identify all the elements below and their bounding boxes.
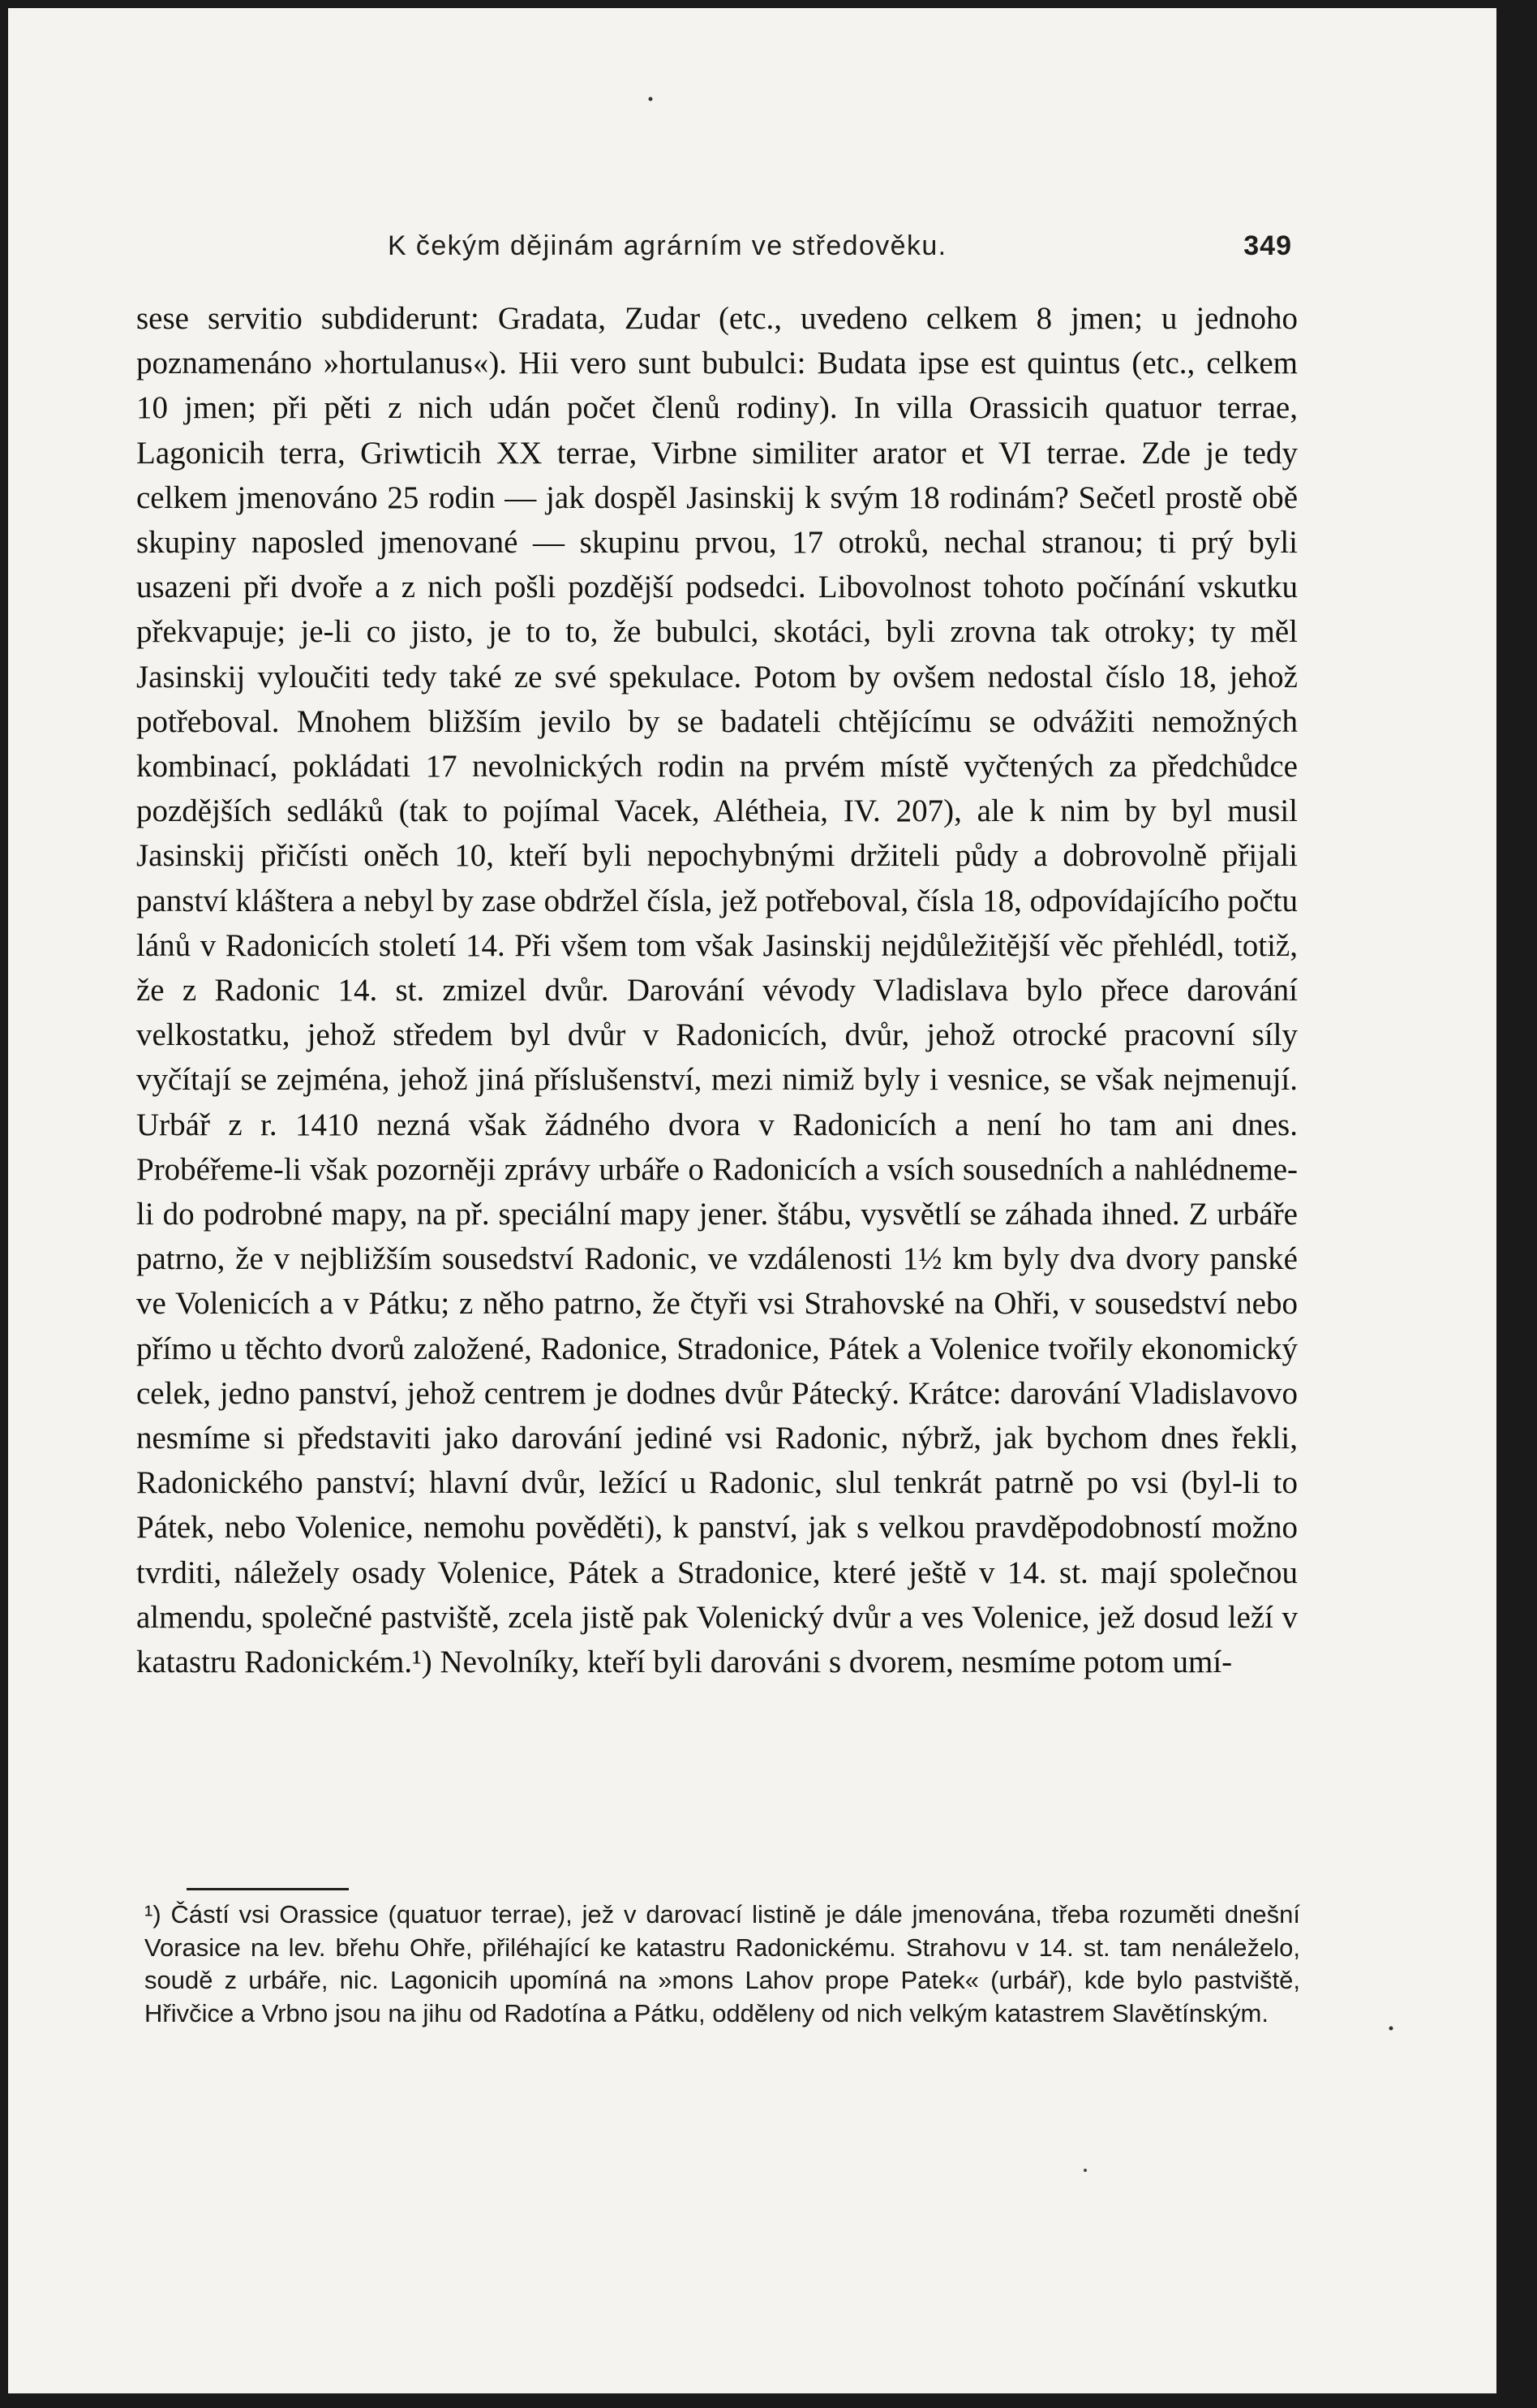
running-head	[144, 221, 1292, 269]
footnote	[144, 1898, 1300, 2030]
book-page	[8, 8, 1496, 2393]
footnote-rule	[187, 1888, 349, 1890]
footnote-paragraph: ¹) Částí vsi Orassice (quatuor terrae), jež v darovací listině je dále jmenována, třeba rozuměti dnešní Vorasice na lev. břehu Ohře, přiléhající ke katastru Radonickému. Strahovu v 14. st. tam nenáleželo, soudě z urbáře, nic. Lagonicih upomíná na »mons Lahov prope Patek« (urbář), kde bylo pastviště, Hřivčice a Vrbno jsou na jihu od Radotína a Pátku, odděleny od nich velkým katastrem Slavětínským.	[144, 1900, 1300, 2027]
running-title: K če͘kým dějinám agrárním ve středověku.	[388, 230, 947, 261]
main-paragraph: sese servitio subdiderunt: Gradata, Zudar (etc., uvedeno celkem 8 jmen; u jednoho poznamenáno »hortulanus«). Hii vero sunt bubulci: Budata ipse est quintus (etc., celkem 10 jmen; při pěti z nich udán počet členů rodiny). In villa Orassicih quatuor terrae, Lagonicih terra, Griwticih XX terrae, Virbne similiter arator et VI terrae. Zde je tedy celkem jmenováno 25 rodin — jak dospěl Jasinskij k svým 18 rodinám? Sečetl prostě obě skupiny naposled jmenované — skupinu prvou, 17 otroků, nechal stranou; ti prý byli usazeni při dvoře a z nich pošli pozdější podsedci. Libovolnost tohoto počínání vskutku překvapuje; je-li co jisto, je to to, že bubulci, skotáci, byli zrovna tak otroky; ty měl Jasinskij vyloučiti tedy také ze své spekulace. Potom by ovšem nedostal číslo 18, jehož potřeboval. Mnohem bližším jevilo by se badateli chtějícímu se odvážiti nemožných kombinací, pokládati 17 nevolnických rodin na prvém místě vyčtených za předchůdce pozdějších sedláků (tak to pojímal Vacek, Alétheia, IV. 207), ale k nim by byl musil Jasinskij přičísti oněch 10, kteří byli nepochybnými držiteli půdy a dobrovolně přijali panství kláštera a nebyl by zase obdržel čísla, jež potřeboval, čísla 18, odpovídajícího počtu lánů v Radonicích století 14. Při všem tom však Jasinskij nejdůležitější věc přehlédl, totiž, že z Radonic 14. st. zmizel dvůr. Darování vévody Vladislava bylo přece darování velkostatku, jehož středem byl dvůr v Radonicích, dvůr, jehož otrocké pracovní síly vyčítají se zejména, jehož jiná příslušenství, mezi nimiž byly i vesnice, se však nejmenují. Urbář z r. 1410 nezná však žádného dvora v Radonicích a není ho tam ani dnes. Probéřeme-li však pozorněji zprávy urbáře o Radonicích a vsích sousedních a nahlédneme-li do podrobné mapy, na př. speciální mapy jener. štábu, vysvětlí se záhada ihned. Z urbáře patrno, že v nejbližším sousedství Radonic, ve vzdálenosti 1½ km byly dva dvory panské ve Volenicích a v Pátku; z něho patrno, že čtyři vsi Strahovské na Ohři, v sousedství nebo přímo u těchto dvorů založené, Radonice, Stradonice, Pátek a Volenice tvořily ekonomický celek, jedno panství, jehož centrem je dodnes dvůr Pátecký. Krátce: darování Vladislavovo nesmíme si představiti jako darování jediné vsi Radonic, nýbrž, jak bychom dnes řekli, Radonického panství; hlavní dvůr, ležící u Radonic, slul tenkrát patrně po vsi (byl-li to Pátek, nebo Volenice, nemohu pověděti), k panství, jak s velkou pravděpodobností možno tvrditi, náležely osady Volenice, Pátek a Stradonice, které ještě v 14. st. mají společnou almendu, společné pastviště, zcela jistě pak Volenický dvůr a ves Volenice, jež dosud leží v katastru Radonickém.¹) Nevolníky, kteří byli darováni s dvorem, nesmíme potom umí-	[136, 301, 1298, 1680]
page-number: 349	[1243, 230, 1292, 261]
body-text	[136, 296, 1298, 1684]
